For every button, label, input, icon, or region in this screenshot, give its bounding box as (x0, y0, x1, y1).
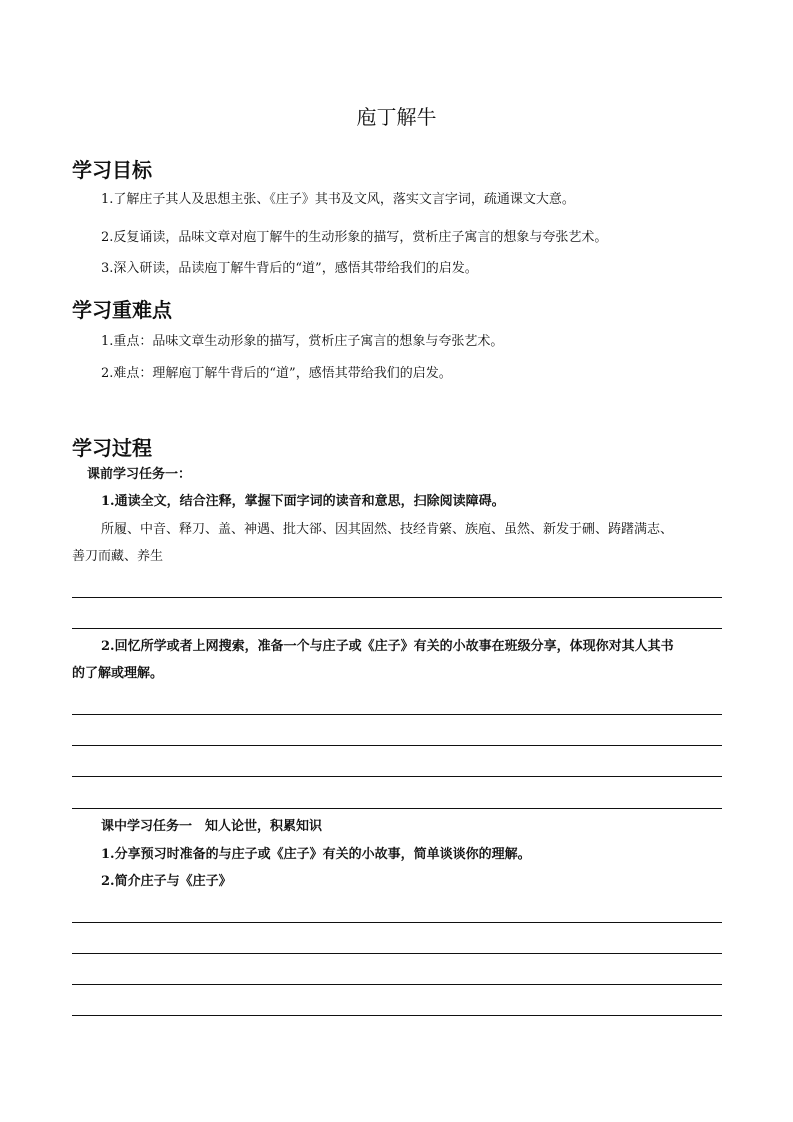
answer-line[interactable] (72, 776, 722, 777)
section-heading-goals: 学习目标 (72, 158, 152, 182)
answer-line[interactable] (72, 922, 722, 923)
in-class-item-1: 1.分享预习时准备的与庄子或《庄子》有关的小故事，简单谈谈你的理解。 (101, 847, 531, 862)
answer-line[interactable] (72, 1015, 722, 1016)
vocab-line-1: 所履、中音、释刀、盖、神遇、批大郤、因其固然、技经肯綮、族庖、虽然、新发于硎、踌躇满志、 (101, 522, 674, 537)
in-class-task-title: 课中学习任务一 知人论世，积累知识 (101, 819, 323, 834)
answer-line[interactable] (72, 953, 722, 954)
pre-task-title: 课前学习任务一： (87, 467, 192, 482)
answer-line[interactable] (72, 714, 722, 715)
in-class-item-2: 2.简介庄子与《庄子》 (101, 874, 232, 889)
answer-line[interactable] (72, 745, 722, 746)
goal-item-1: 1.了解庄子其人及思想主张、《庄子》其书及文风，落实文言字词，疏通课文大意。 (101, 192, 575, 207)
section-heading-key-points: 学习重难点 (72, 298, 172, 322)
pre-task-2-line-1: 2.回忆所学或者上网搜索，准备一个与庄子或《庄子》有关的小故事在班级分享，体现你对其人其书 (101, 639, 674, 654)
section-heading-process: 学习过程 (72, 436, 152, 460)
key-point-item-1: 1.重点：品味文章生动形象的描写，赏析庄子寓言的想象与夸张艺术。 (101, 334, 504, 349)
answer-line[interactable] (72, 984, 722, 985)
answer-line[interactable] (72, 597, 722, 598)
document-title: 庖丁解牛 (356, 105, 437, 129)
goal-item-3: 3.深入研读，品读庖丁解牛背后的“道”，感悟其带给我们的启发。 (101, 261, 478, 276)
answer-line[interactable] (72, 808, 722, 809)
pre-task-2-line-2: 的了解或理解。 (72, 666, 164, 681)
key-point-item-2: 2.难点：理解庖丁解牛背后的“道”，感悟其带给我们的启发。 (101, 366, 452, 381)
answer-line[interactable] (72, 628, 722, 629)
goal-item-2: 2.反复诵读，品味文章对庖丁解牛的生动形象的描写，赏析庄子寓言的想象与夸张艺术。 (101, 230, 608, 245)
pre-task-1: 1.通读全文，结合注释，掌握下面字词的读音和意思，扫除阅读障碍。 (101, 494, 505, 509)
vocab-line-2: 善刀而藏、养生 (72, 549, 164, 564)
